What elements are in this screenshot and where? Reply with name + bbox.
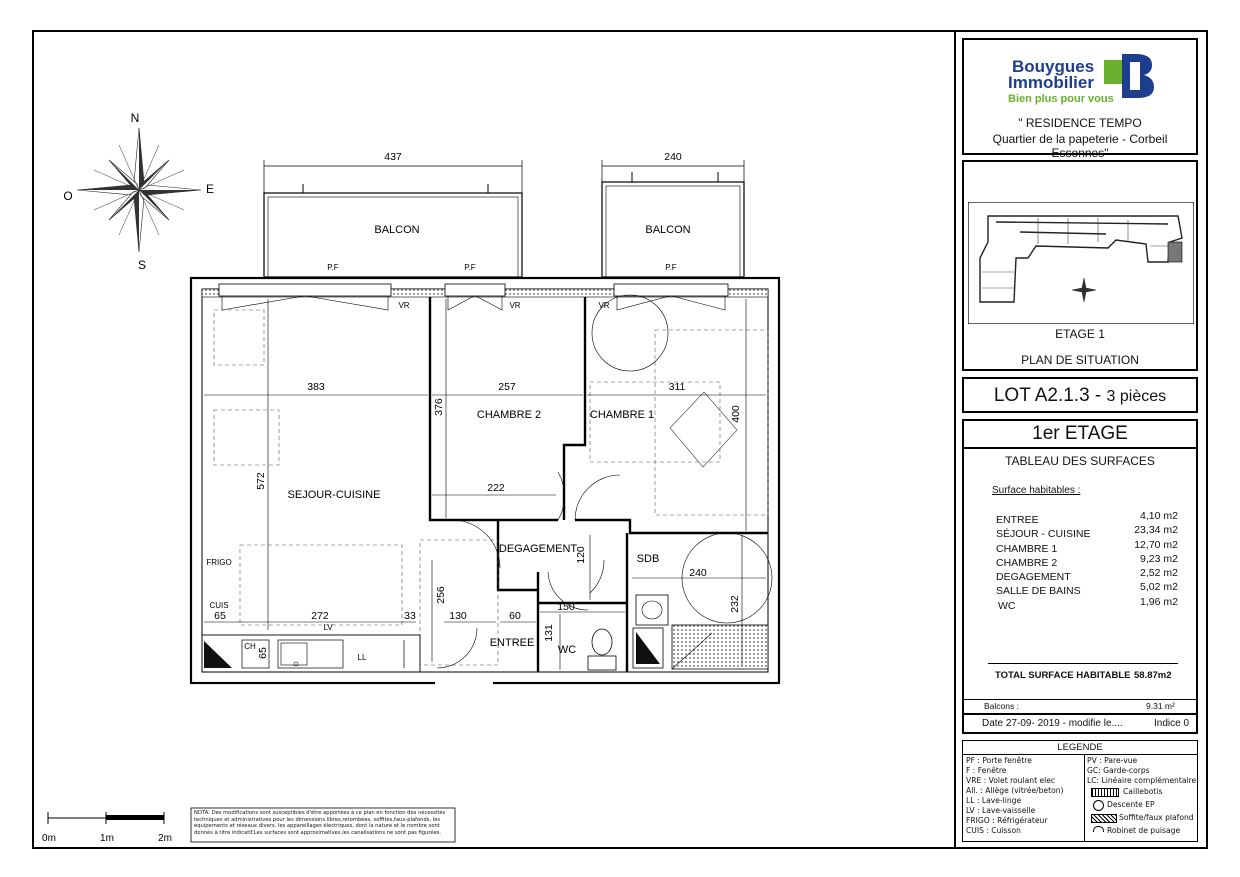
legend-title: LEGENDE (1057, 742, 1103, 753)
dim-kitchen-width: 272 (311, 610, 329, 622)
company-logo (1004, 52, 1194, 112)
legend-item: CUIS : Cuisson (966, 826, 1021, 835)
surfaces-table (996, 510, 1178, 610)
surface-name: WC (998, 599, 1016, 612)
legend-title-rule (963, 754, 1197, 755)
bed-cover (670, 392, 737, 467)
label-vr-1: VR (398, 301, 410, 310)
compass-o: O (63, 189, 73, 203)
surface-value: 12,70 m2 (1134, 538, 1178, 551)
dim-sejour-depth: 572 (255, 472, 267, 490)
dim-entree-depth: 256 (435, 586, 447, 604)
dim-chambre1-depth: 400 (730, 405, 742, 423)
revision-rule (964, 713, 1196, 715)
surfaces-subtitle: Surface habitables : (992, 485, 1081, 496)
balcony-label: Balcons : (984, 701, 1019, 711)
legend-symbol-row (1087, 799, 1197, 812)
label-ch: CH (244, 642, 256, 651)
surface-name: DEGAGEMENT (996, 571, 1071, 584)
surface-name: ENTREE (996, 514, 1039, 526)
scale-label-2: 2m (158, 833, 172, 844)
surface-row (996, 553, 1178, 567)
legend-symbol-label: Soffite/faux plafond (1119, 813, 1194, 822)
total-value: 58.87m2 (1134, 670, 1172, 681)
lot-rooms: 3 pièces (1106, 388, 1167, 405)
lot-number: LOT A2.1.3 (993, 385, 1090, 406)
legend-symbol-row (1087, 812, 1197, 825)
surface-value: 23,34 m2 (1134, 524, 1178, 537)
situation-label: PLAN DE SITUATION (1021, 353, 1139, 367)
surface-value: 5,02 m2 (1140, 581, 1178, 594)
dim-wc-depth: 131 (543, 624, 555, 642)
compass-n: N (130, 111, 140, 125)
legend-symbol-label: Robinet de puisage (1107, 826, 1181, 835)
floor-title-rule (964, 447, 1196, 449)
compass-s: S (137, 258, 147, 272)
surfaces-title: TABLEAU DES SURFACES (1005, 454, 1155, 468)
surface-row (996, 567, 1178, 584)
dim-deg-width: 222 (487, 482, 505, 494)
dim-deg-depth: 120 (575, 546, 587, 564)
plan-note: NOTA: Des modifications sont susceptibles d'être apportées à ce plan en fonction des nécessités techniques et administratives pour les dimensions libres,retombées, soffites,faux-plafonds, les équipements et réseaux divers, les appareillages électriques, dont la nature et le nombre sont donnés à titre indicatif.Les surfaces sont approximatives.les canalisations ne sont pas figurées. (194, 810, 446, 836)
kitchen-counter (202, 635, 420, 672)
label-vr-3: VR (598, 301, 610, 310)
revision-date: Date 27-09- 2019 - modifie le.... (982, 718, 1123, 729)
company-block (962, 38, 1198, 160)
dim-sdb-depth: 232 (729, 595, 741, 613)
legend-symbol-row (1087, 786, 1197, 799)
logo-b-icon (1104, 52, 1156, 100)
surface-value: 9,23 m2 (1140, 552, 1178, 565)
legend-item: PV : Pare-vue (1087, 756, 1138, 765)
floor-title: 1er ETAGE (1032, 423, 1128, 444)
surface-name: SÉJOUR - CUISINE (996, 528, 1091, 541)
situation-floor: ETAGE 1 (1055, 327, 1105, 341)
room-degagement: DEGAGEMENT (498, 543, 578, 555)
dim-sdb-width: 240 (689, 567, 707, 579)
apartment-inner-wall (202, 289, 768, 672)
balcony-rule (964, 699, 1196, 700)
dim-wc-width: 150 (557, 601, 575, 613)
compass-rose-icon (77, 128, 201, 252)
surface-value: 4,10 m2 (1140, 510, 1178, 522)
dim-chambre2-width: 257 (498, 381, 516, 393)
scale-bar (48, 812, 164, 824)
label-vr-2: VR (509, 301, 521, 310)
surface-row (996, 524, 1178, 541)
surface-value: 1,96 m2 (1140, 595, 1178, 608)
logo-tagline: Bien plus pour vous (1008, 93, 1114, 105)
legend-item: All. : Allège (vitrée/beton) (966, 786, 1064, 795)
dim-kitchen-gap: 33 (404, 610, 416, 622)
surface-name: CHAMBRE 1 (996, 542, 1058, 555)
project-location: Quartier de la papeterie - Corbeil Essonnes" (992, 132, 1168, 160)
dim-balcon2-width: 240 (664, 151, 682, 163)
scale-label-1: 1m (100, 833, 114, 844)
label-frigo: FRIGO (206, 558, 232, 567)
room-balcon-2: BALCON (645, 224, 691, 236)
total-label: TOTAL SURFACE HABITABLE (995, 670, 1131, 681)
scale-label-0: 0m (42, 833, 56, 844)
room-chambre-2: CHAMBRE 2 (476, 409, 542, 421)
label-pf-3: P.F (665, 263, 677, 272)
legend-item: LL : Lave-linge (966, 796, 1022, 805)
label-cuis: CUIS (209, 601, 229, 610)
dim-entree-width2: 60 (509, 610, 521, 622)
legend-symbol-label: Caillebotis (1123, 787, 1163, 796)
dim-ch-width: 65 (257, 647, 269, 659)
legend-item: FRIGO : Réfrigérateur (966, 816, 1048, 825)
room-wc: WC (557, 644, 577, 656)
faucet-icon (1093, 826, 1104, 832)
site-plan-thumbnail (968, 202, 1194, 324)
dim-cuis-width: 65 (214, 610, 226, 622)
room-entree: ENTREE (489, 637, 535, 649)
label-pf-2: P.F (464, 263, 476, 272)
situation-block (962, 160, 1198, 371)
project-name: " RESIDENCE TEMPO (1018, 116, 1142, 130)
surface-name: CHAMBRE 2 (996, 556, 1058, 569)
surface-row (996, 510, 1178, 524)
legend-block (962, 740, 1198, 842)
lot-separator: - (1094, 385, 1102, 406)
logo-line-2: Immobilier (1008, 73, 1094, 92)
balcony-value: 9.31 m² (1146, 701, 1175, 711)
surface-row (996, 596, 1178, 610)
dim-chambre2-depth: 376 (433, 398, 445, 416)
surface-value: 2,52 m2 (1140, 567, 1178, 580)
dim-entree-width: 130 (449, 610, 467, 622)
surfaces-block (962, 419, 1198, 734)
label-pf-1: P.F (327, 263, 339, 272)
room-chambre-1: CHAMBRE 1 (589, 409, 655, 421)
legend-left-column (966, 756, 1084, 836)
room-sdb: SDB (636, 553, 660, 565)
balcony-1-inner (268, 197, 518, 277)
soffite-icon (1091, 814, 1117, 823)
lot-block (962, 377, 1198, 413)
room-balcon-1: BALCON (374, 224, 420, 236)
room-sejour: SEJOUR-CUISINE (287, 489, 381, 501)
label-lv: LV (323, 623, 333, 632)
lot-title-line (964, 385, 1196, 407)
revision-index: Indice 0 (1154, 718, 1190, 729)
legend-right-column (1087, 756, 1197, 838)
total-rule (988, 663, 1178, 664)
dim-chambre1-width: 311 (668, 381, 686, 393)
descente-ep-icon (1093, 800, 1104, 811)
compass-e: E (205, 182, 215, 196)
surface-row (996, 539, 1178, 553)
legend-symbol-row (1087, 825, 1197, 838)
dim-balcon1-width: 437 (384, 151, 402, 163)
label-ll: LL (357, 653, 367, 662)
legend-item: PF : Porte fenêtre (966, 756, 1032, 765)
legend-item: LC: Linéaire complémentaire (1087, 776, 1197, 785)
caillebotis-icon (1091, 788, 1119, 797)
logo-line-1: Bouygues (1012, 57, 1095, 76)
legend-column-rule (1084, 755, 1085, 842)
legend-item: LV : Lave-vaisselle (966, 806, 1036, 815)
surface-name: SALLE DE BAINS (996, 585, 1081, 598)
surface-row (996, 581, 1178, 598)
legend-item: VRE : Volet roulant elec (966, 776, 1056, 785)
legend-item: F : Fenêtre (966, 766, 1007, 775)
dim-sejour-width: 383 (307, 381, 325, 393)
legend-item: GC: Garde-corps (1087, 766, 1150, 775)
legend-symbol-label: Descente EP (1107, 800, 1155, 809)
